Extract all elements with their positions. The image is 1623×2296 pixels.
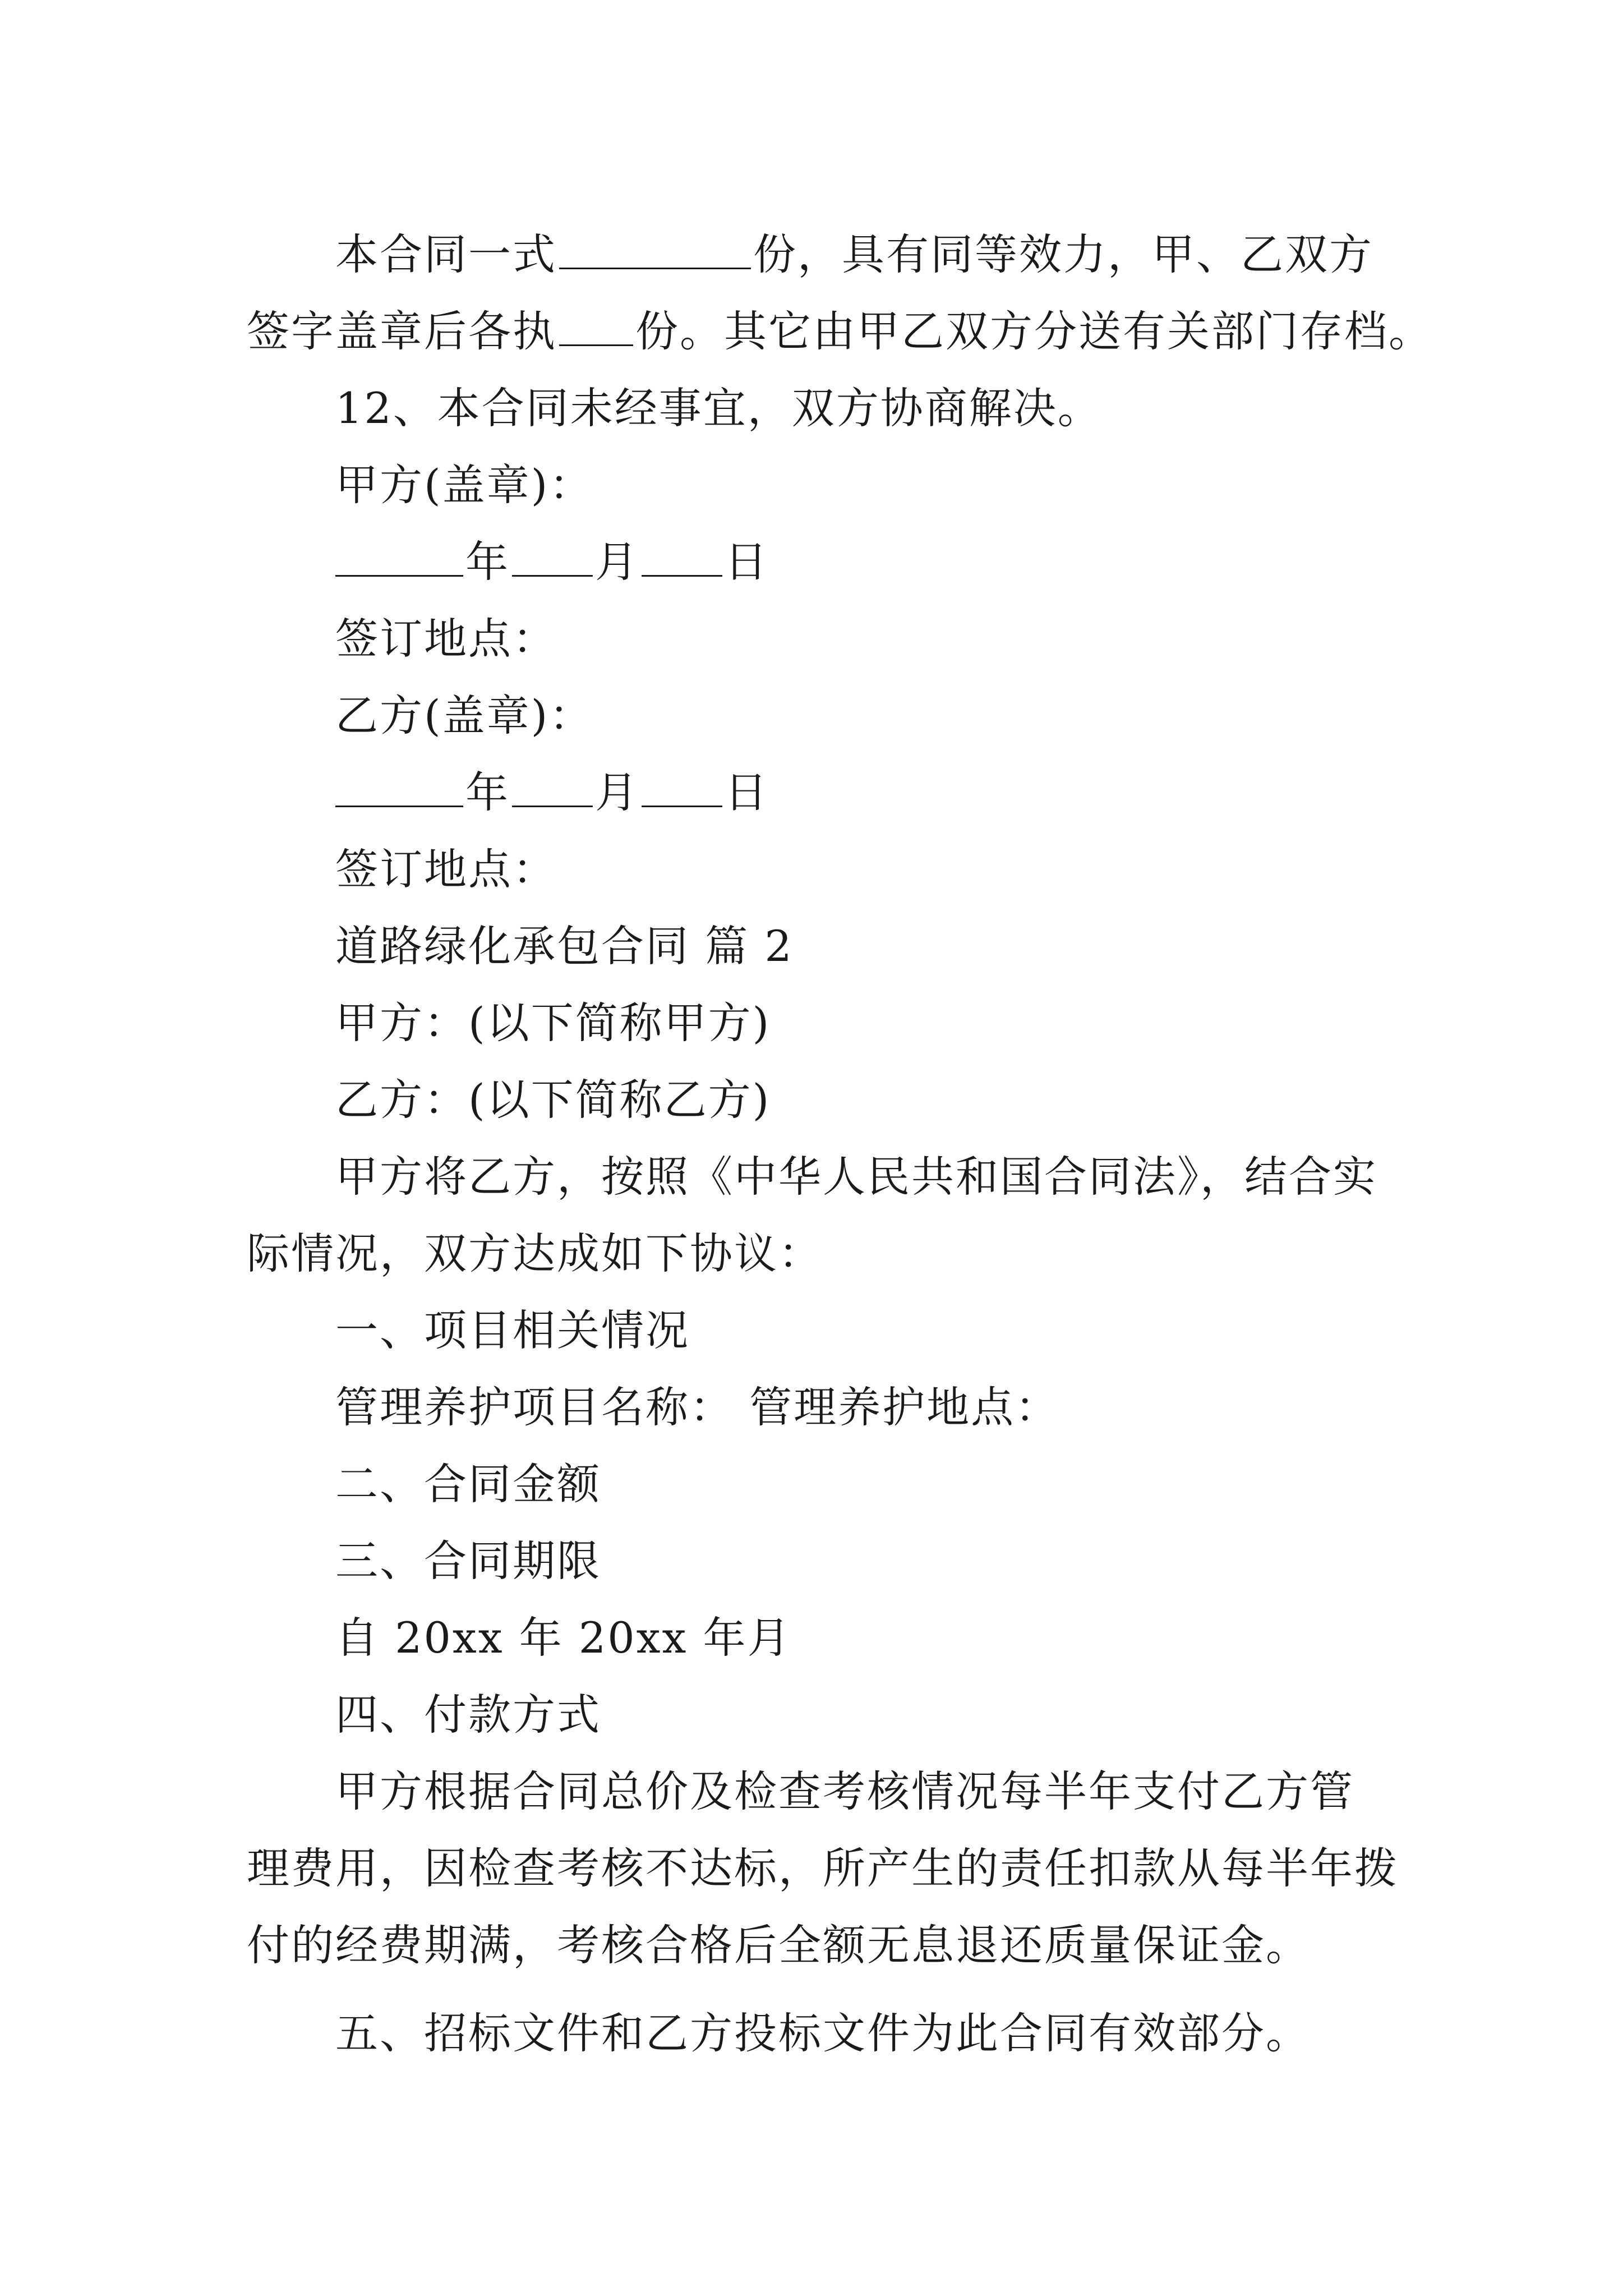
day-blank xyxy=(642,538,722,577)
held-count-blank xyxy=(559,307,633,346)
day-label: 日 xyxy=(725,767,769,817)
section-2-title: 道路绿化承包合同 篇 2 xyxy=(335,921,794,971)
year-label: 年 xyxy=(465,767,510,817)
month-label: 月 xyxy=(595,767,639,817)
copies-paragraph-line2 xyxy=(247,293,1433,370)
item4-heading: 四、付款方式 xyxy=(335,1690,601,1740)
party-a-seal-label: 甲方(盖章)： xyxy=(335,460,594,510)
copies-text-b: 份，具有同等效力，甲、乙双方 xyxy=(753,229,1373,279)
month-label: 月 xyxy=(595,537,639,587)
year-blank xyxy=(335,538,463,577)
preamble-line2: 际情况，双方达成如下协议： xyxy=(247,1228,823,1278)
party-b-intro: 乙方：(以下简称乙方) xyxy=(335,1075,771,1125)
copies-paragraph-line1 xyxy=(247,216,1385,293)
item2-heading: 二、合同金额 xyxy=(335,1459,601,1509)
item4-line1: 甲方根据合同总价及检查考核情况每半年支付乙方管 xyxy=(335,1766,1354,1816)
item1-detail: 管理养护项目名称： 管理养护地点： xyxy=(335,1382,1060,1432)
document-body xyxy=(247,216,1433,2072)
day-label: 日 xyxy=(725,537,769,587)
party-b-sign-place: 签订地点： xyxy=(335,844,557,894)
item5-heading: 五、招标文件和乙方投标文件为此合同有效部分。 xyxy=(335,2008,1310,2058)
party-a-intro: 甲方：(以下简称甲方) xyxy=(335,998,771,1048)
item1-heading: 一、项目相关情况 xyxy=(335,1305,690,1355)
party-b-date-line xyxy=(247,754,1385,831)
year-blank xyxy=(335,769,463,807)
copies-text-c: 签字盖章后各执 xyxy=(247,306,557,356)
item4-line3: 付的经费期满，考核合格后全额无息退还质量保证金。 xyxy=(247,1920,1310,1970)
copies-text-d: 份。其它由甲乙双方分送有关部门存档。 xyxy=(635,306,1433,356)
party-a-sign-place: 签订地点： xyxy=(335,614,557,664)
item4-line2: 理费用，因检查考核不达标，所产生的责任扣款从每半年拨 xyxy=(247,1843,1399,1893)
item3-heading: 三、合同期限 xyxy=(335,1536,601,1586)
copies-count-blank xyxy=(559,231,751,269)
copies-text-a: 本合同一式 xyxy=(335,229,557,279)
party-b-seal-label: 乙方(盖章)： xyxy=(335,691,594,740)
spacer xyxy=(247,1984,1385,1995)
party-a-date-line xyxy=(247,523,1385,600)
month-blank xyxy=(512,538,593,577)
clause-12: 12、本合同未经事宜，双方协商解决。 xyxy=(335,383,1102,433)
year-label: 年 xyxy=(465,537,510,587)
month-blank xyxy=(512,769,593,807)
item3-detail: 自 20xx 年 20xx 年月 xyxy=(335,1613,792,1663)
day-blank xyxy=(642,769,722,807)
preamble-line1: 甲方将乙方，按照《中华人民共和国合同法》，结合实 xyxy=(335,1152,1377,1202)
